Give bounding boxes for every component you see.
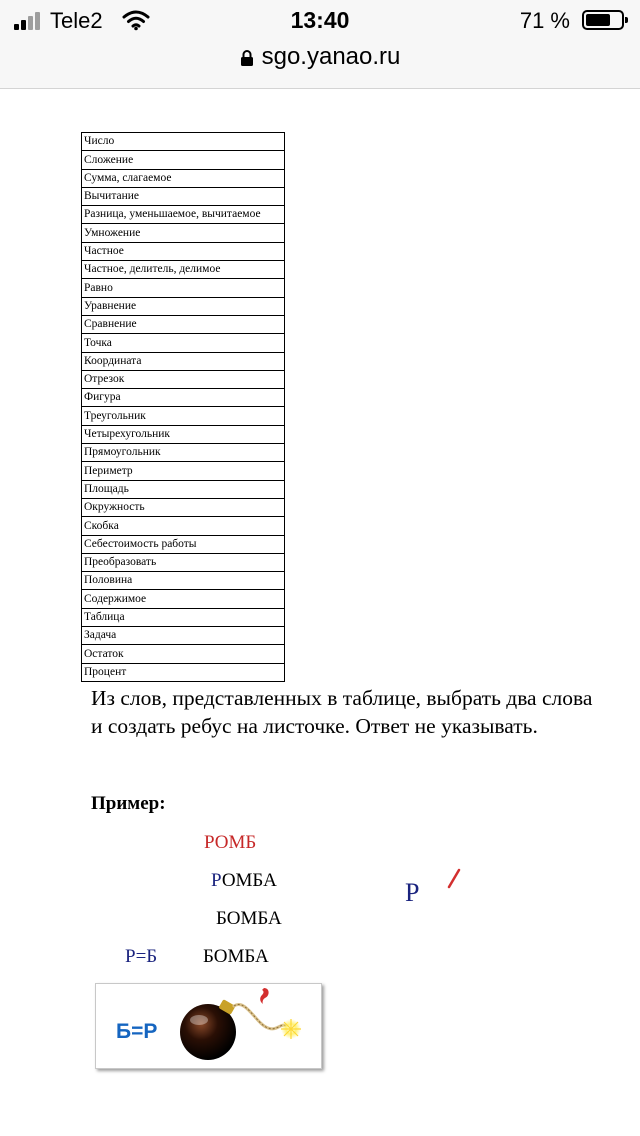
table-row bbox=[82, 169, 285, 187]
rebus-letter-r: Р bbox=[211, 870, 222, 891]
table-cell: Число bbox=[82, 133, 285, 151]
task-text: Из слов, представленных в таблице, выбрать два слова и создать ребус на листочке. Ответ не указывать. bbox=[91, 686, 593, 738]
table-row bbox=[82, 517, 285, 535]
rebus-word-bomba: БОМБА bbox=[216, 908, 282, 929]
table-cell: Процент bbox=[82, 663, 285, 681]
table-row bbox=[82, 663, 285, 681]
clock: 13:40 bbox=[290, 7, 350, 33]
rebus-answer-word: БОМБА bbox=[203, 946, 269, 967]
table-row bbox=[82, 444, 285, 462]
table-cell: Фигура bbox=[82, 389, 285, 407]
table-row bbox=[82, 407, 285, 425]
rebus-word-romb: РОМБ bbox=[204, 832, 257, 853]
table-cell: Сумма, слагаемое bbox=[82, 169, 285, 187]
red-slash-mark bbox=[446, 868, 462, 895]
table-row bbox=[82, 242, 285, 260]
table-row bbox=[82, 480, 285, 498]
table-cell: Уравнение bbox=[82, 297, 285, 315]
example-heading: Пример: bbox=[91, 793, 166, 814]
table-cell: Точка bbox=[82, 334, 285, 352]
table-row bbox=[82, 206, 285, 224]
table-row bbox=[82, 261, 285, 279]
table-cell: Окружность bbox=[82, 498, 285, 516]
table-cell: Вычитание bbox=[82, 187, 285, 205]
table-row bbox=[82, 151, 285, 169]
table-cell: Содержимое bbox=[82, 590, 285, 608]
table-cell: Частное, делитель, делимое bbox=[82, 261, 285, 279]
rebus-word-romba-rest: ОМБА bbox=[221, 870, 277, 891]
table-row bbox=[82, 334, 285, 352]
table-row bbox=[82, 370, 285, 388]
table-row bbox=[82, 389, 285, 407]
table-cell: Скобка bbox=[82, 517, 285, 535]
table-row bbox=[82, 498, 285, 516]
rebus-word-romba bbox=[211, 870, 277, 892]
battery-icon bbox=[582, 10, 624, 30]
table-cell: Частное bbox=[82, 242, 285, 260]
table-cell: Сравнение bbox=[82, 315, 285, 333]
terms-table bbox=[81, 132, 285, 682]
lock-icon bbox=[240, 49, 254, 67]
table-cell: Четырехугольник bbox=[82, 425, 285, 443]
table-cell: Периметр bbox=[82, 462, 285, 480]
table-row bbox=[82, 590, 285, 608]
url-text: sgo.yanao.ru bbox=[261, 43, 401, 70]
carrier-name: Tele2 bbox=[50, 8, 103, 33]
table-cell: Половина bbox=[82, 572, 285, 590]
table-cell: Равно bbox=[82, 279, 285, 297]
table-cell: Преобразовать bbox=[82, 553, 285, 571]
table-row bbox=[82, 627, 285, 645]
table-cell: Прямоугольник bbox=[82, 444, 285, 462]
table-row bbox=[82, 224, 285, 242]
table-cell: Себестоимость работы bbox=[82, 535, 285, 553]
table-cell: Треугольник bbox=[82, 407, 285, 425]
status-bar bbox=[0, 0, 640, 42]
bomb-rebus-image bbox=[95, 983, 322, 1069]
table-row bbox=[82, 425, 285, 443]
table-cell: Сложение bbox=[82, 151, 285, 169]
table-cell: Таблица bbox=[82, 608, 285, 626]
table-row bbox=[82, 352, 285, 370]
battery-percentage: 71 % bbox=[519, 8, 570, 33]
rebus-rule: Р=Б bbox=[125, 946, 158, 967]
bomb-image-label: Б=Р bbox=[116, 1020, 158, 1043]
side-letter: Р bbox=[405, 878, 420, 907]
table-cell: Задача bbox=[82, 627, 285, 645]
table-row bbox=[82, 187, 285, 205]
table-cell: Площадь bbox=[82, 480, 285, 498]
table-row bbox=[82, 297, 285, 315]
table-row bbox=[82, 315, 285, 333]
table-cell: Остаток bbox=[82, 645, 285, 663]
table-row bbox=[82, 572, 285, 590]
address-bar[interactable] bbox=[0, 42, 640, 72]
table-row bbox=[82, 462, 285, 480]
table-cell: Разница, уменьшаемое, вычитаемое bbox=[82, 206, 285, 224]
table-cell: Отрезок bbox=[82, 370, 285, 388]
table-row bbox=[82, 608, 285, 626]
table-row bbox=[82, 535, 285, 553]
table-cell: Умножение bbox=[82, 224, 285, 242]
table-row bbox=[82, 279, 285, 297]
table-row bbox=[82, 553, 285, 571]
table-cell: Координата bbox=[82, 352, 285, 370]
table-row bbox=[82, 645, 285, 663]
table-row bbox=[82, 133, 285, 151]
browser-top-bar bbox=[0, 0, 640, 89]
